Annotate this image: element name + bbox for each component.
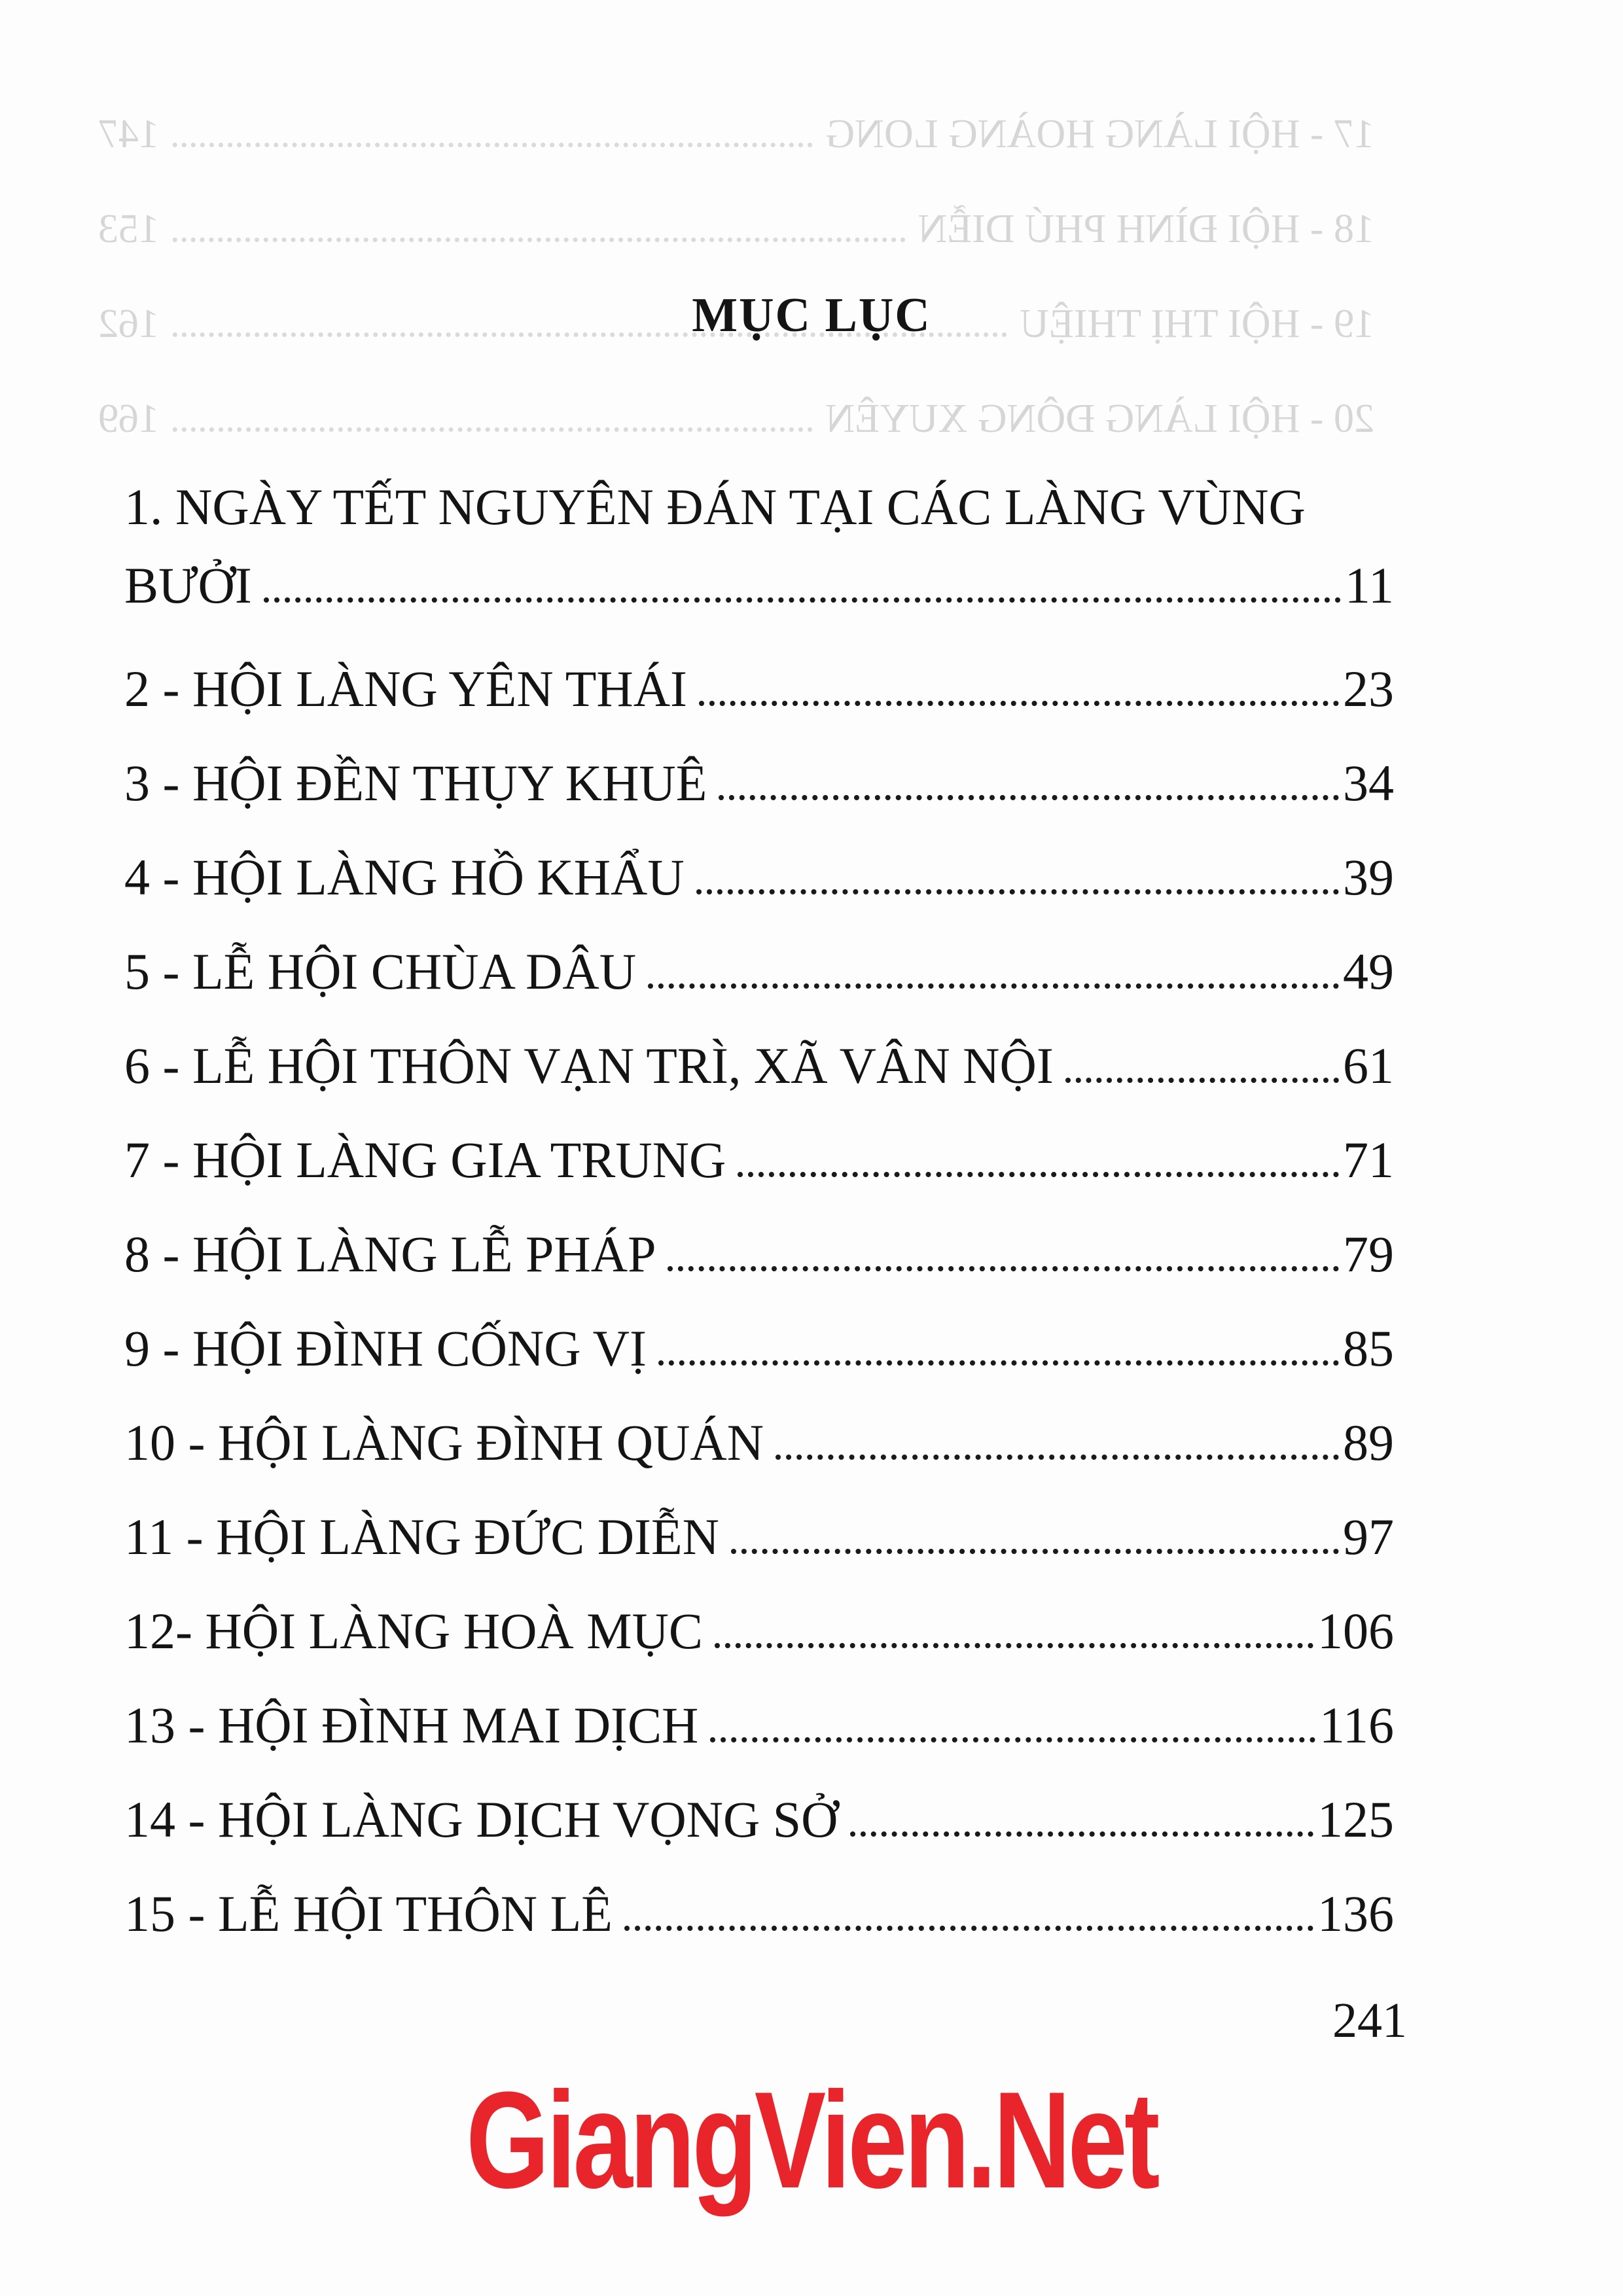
toc-entry-title: 5 - LỄ HỘI CHÙA DÂU: [124, 943, 637, 1000]
dot-leader: [710, 1737, 1315, 1742]
toc-entry-title: 3 - HỘI ĐỀN THỤY KHUÊ: [124, 754, 707, 811]
toc-entry[interactable]: [124, 1602, 1394, 1696]
toc-entry-title: 13 - HỘI ĐÌNH MAI DỊCH: [124, 1697, 699, 1754]
toc-entry-page: 106: [1317, 1602, 1394, 1659]
bleed-through-leader: [172, 427, 812, 432]
bleed-through-page: 153: [98, 207, 159, 251]
bleed-through-title: 20 - HỘI LÀNG ĐÔNG XUYÊN: [825, 397, 1374, 441]
toc-entry-title: 8 - HỘI LÀNG LỄ PHÁP: [124, 1226, 656, 1282]
bleed-through-row: [98, 396, 1374, 491]
dot-leader: [715, 1643, 1313, 1648]
toc-entry-title: 11 - HỘI LÀNG ĐỨC DIỄN: [124, 1508, 719, 1565]
toc-entry-title: 9 - HỘI ĐÌNH CỐNG VỊ: [124, 1320, 647, 1377]
toc-entry-title: 4 - HỘI LÀNG HỒ KHẨU: [124, 849, 685, 906]
toc-entry[interactable]: [124, 1036, 1394, 1131]
toc-entry-title-continued: BƯỞI: [124, 557, 252, 614]
toc-entry-title: 12- HỘI LÀNG HOÀ MỤC: [124, 1602, 703, 1659]
toc-entry-title: 2 - HỘI LÀNG YÊN THÁI: [124, 660, 688, 717]
toc-entry[interactable]: [124, 660, 1394, 754]
dot-leader: [624, 1926, 1313, 1931]
bleed-through-leader: [172, 238, 905, 242]
dot-leader: [850, 1831, 1313, 1837]
dot-leader: [731, 1549, 1339, 1554]
table-of-contents: [124, 478, 1394, 1979]
dot-leader: [738, 1172, 1339, 1177]
toc-entry-page: 136: [1317, 1885, 1394, 1942]
toc-entry[interactable]: [124, 1413, 1394, 1508]
toc-entry-page: 61: [1343, 1037, 1394, 1094]
toc-entry-title: 6 - LỄ HỘI THÔN VẠN TRÌ, XÃ VÂN NỘI: [124, 1037, 1054, 1094]
bleed-through-page: 169: [98, 397, 159, 441]
dot-leader: [648, 983, 1339, 989]
bleed-through-row: [98, 111, 1374, 206]
bleed-through-page: 147: [98, 112, 159, 156]
dot-leader: [696, 889, 1339, 894]
dot-leader: [1065, 1078, 1339, 1083]
toc-entry-title: 14 - HỘI LÀNG DỊCH VỌNG SỞ: [124, 1791, 838, 1848]
page-number: 241: [1332, 1993, 1407, 2048]
toc-entry[interactable]: [124, 1225, 1394, 1319]
bleed-through-row: [98, 206, 1374, 301]
dot-leader: [699, 701, 1339, 706]
dot-leader: [658, 1360, 1339, 1366]
dot-leader: [719, 795, 1339, 800]
toc-entry[interactable]: [124, 478, 1394, 660]
toc-entry-title: 1. NGÀY TẾT NGUYÊN ĐÁN TẠI CÁC LÀNG VÙNG: [124, 478, 1306, 535]
toc-entry-page: 11: [1344, 557, 1394, 614]
dot-leader: [264, 597, 1341, 603]
toc-entry-title: 15 - LỄ HỘI THÔN LÊ: [124, 1885, 613, 1942]
toc-entry[interactable]: [124, 1319, 1394, 1413]
toc-entry-page: 79: [1343, 1226, 1394, 1282]
toc-entry-page: 39: [1343, 849, 1394, 906]
toc-entry-page: 125: [1317, 1791, 1394, 1848]
toc-entry-continuation: [124, 556, 1394, 660]
bleed-through-title: 19 - HỘI THỊ THIỆU: [1020, 302, 1374, 346]
toc-entry[interactable]: [124, 942, 1394, 1036]
toc-entry-page: 49: [1343, 943, 1394, 1000]
toc-entry-title: 10 - HỘI LÀNG ĐÌNH QUÁN: [124, 1414, 764, 1471]
toc-entry-page: 71: [1343, 1131, 1394, 1188]
toc-entry[interactable]: [124, 1508, 1394, 1602]
toc-entry[interactable]: [124, 754, 1394, 848]
toc-entry-page: 116: [1319, 1697, 1394, 1754]
toc-entry[interactable]: [124, 848, 1394, 942]
toc-entry-page: 97: [1343, 1508, 1394, 1565]
bleed-through-page: 162: [98, 302, 159, 346]
toc-entry-page: 34: [1343, 754, 1394, 811]
bleed-through-leader: [172, 143, 812, 147]
toc-entry-title: 7 - HỘI LÀNG GIA TRUNG: [124, 1131, 726, 1188]
toc-entry[interactable]: [124, 1790, 1394, 1884]
dot-leader: [776, 1455, 1339, 1460]
bleed-through-title: 17 - HỘI LÀNG HOÀNG LONG: [825, 112, 1374, 156]
dot-leader: [668, 1266, 1339, 1271]
toc-entry-page: 89: [1343, 1414, 1394, 1471]
watermark-logo: GiangVien.Net: [466, 2063, 1157, 2217]
bleed-through-title: 18 - HỘI ĐÌNH PHÚ DIỄN: [918, 207, 1374, 251]
toc-entry[interactable]: [124, 1696, 1394, 1790]
toc-entry-page: 85: [1343, 1320, 1394, 1377]
toc-entry[interactable]: [124, 1131, 1394, 1225]
toc-heading: MỤC LỤC: [692, 289, 931, 342]
toc-entry-page: 23: [1343, 660, 1394, 717]
toc-entry[interactable]: [124, 1884, 1394, 1979]
